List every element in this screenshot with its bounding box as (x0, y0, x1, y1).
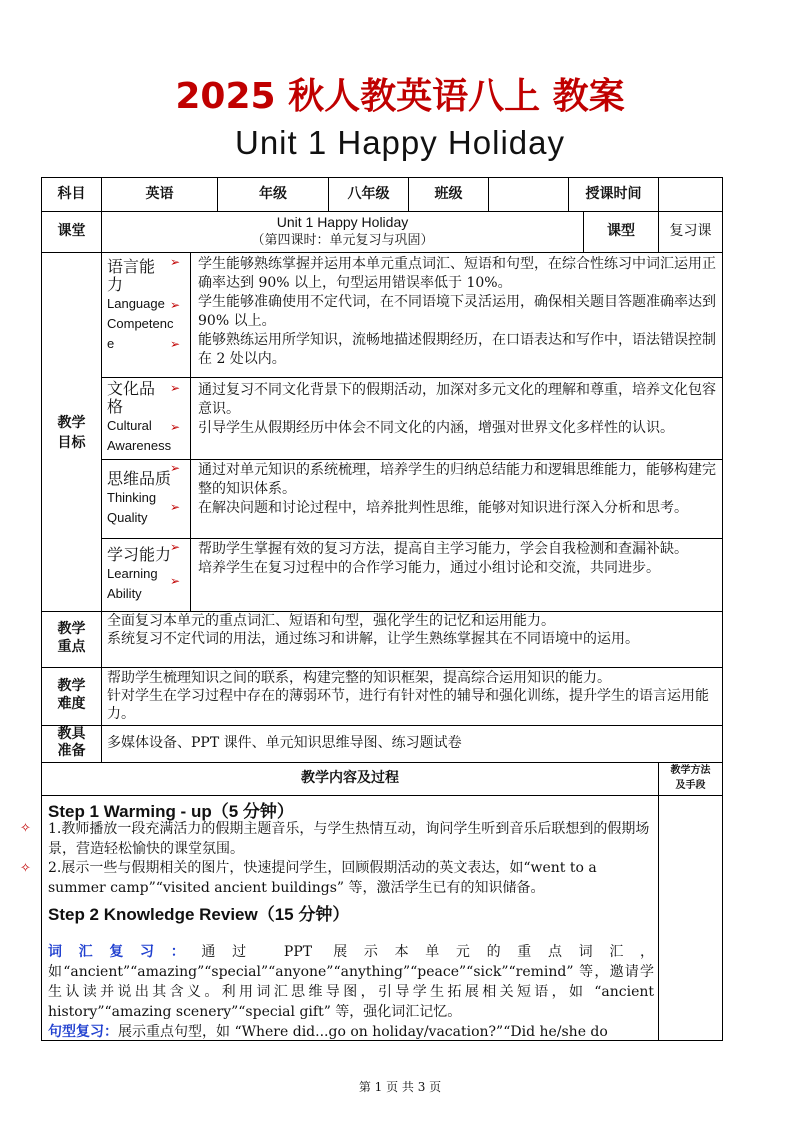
diamond-bullet-icon: ✧ (20, 821, 31, 836)
grade-value: 八年级 (347, 186, 390, 202)
bullet-arrow-icon: ➢ (170, 500, 181, 514)
step2-title: Step 2 Knowledge Review（15 分钟） (48, 905, 350, 924)
vocab-review: 词汇复习：通过 PPT 展示本单元的重点词汇，如“ancient”“amazing”“special”“anyone”“anything”“peace”“sick”“remind” 等，邀请学生认读并说出其含义。利用词汇思维导图，引导学生拓展相关短语，如 “ancient history”“amazing scenery”“special gift” 等，强化词汇记忆。 (48, 944, 655, 1020)
time-label: 授课时间 (585, 186, 642, 202)
page-footer: 第 1 页 共 3 页 (358, 1080, 442, 1094)
lesson-title: Unit 1 Happy Holiday (276, 214, 409, 230)
bullet-arrow-icon: ➢ (170, 337, 181, 351)
bullet-arrow-icon: ➢ (170, 420, 181, 434)
document-subtitle: Unit 1 Happy Holiday (235, 124, 565, 161)
method-header: 教学方法 及手段 (670, 765, 711, 791)
key-points-label: 教学 重点 (57, 621, 86, 655)
objective-text-learning: 帮助学生掌握有效的复习方法，提高自主学习能力，学会自我检测和查漏补缺。 培养学生在复习过程中的合作学习能力，通过小组讨论和交流，共同进步。 (198, 541, 688, 576)
bullet-arrow-icon: ➢ (170, 461, 181, 475)
document-title: 2025 秋人教英语八上 教案 (175, 76, 625, 117)
bullet-arrow-icon: ➢ (170, 381, 181, 395)
process-header: 教学内容及过程 (301, 770, 399, 786)
lesson-type-value: 复习课 (669, 223, 712, 239)
sentence-review-label: 句型复习： (48, 1024, 118, 1040)
bullet-arrow-icon: ➢ (170, 574, 181, 588)
key-points-text: 全面复习本单元的重点词汇、短语和句型，强化学生的记忆和运用能力。 系统复习不定代词的用法，通过练习和讲解，让学生熟练掌握其在不同语境中的运用。 (107, 613, 639, 647)
objective-text-language: 学生能够熟练掌握并运用本单元重点词汇、短语和句型，在综合性练习中词汇运用正确率达到 90% 以上，句型运用错误率低于 10%。 学生能够准确使用不定代词，在不同语境下灵活运用，确保相关题目答题准确率达到 90% 以上。 能够熟练运用所学知识，流畅地描述假期经历，在口语表达和写作中，语法错误控制在 2 处以内。 (198, 256, 716, 367)
objective-category-culture: 文化品 格 Cultural Awareness (107, 379, 172, 453)
subject-label: 科目 (57, 186, 86, 202)
objective-text-thinking: 通过对单元知识的系统梳理，培养学生的归纳总结能力和逻辑思维能力，能够构建完整的知识体系。 在解决问题和讨论过程中，培养批判性思维，能够对知识进行深入分析和思考。 (198, 462, 716, 516)
step1-title: Step 1 Warming - up（5 分钟） (48, 802, 294, 821)
lesson-label: 课堂 (57, 223, 86, 239)
bullet-arrow-icon: ➢ (170, 255, 181, 269)
objectives-label: 教学 目标 (57, 415, 86, 451)
bullet-arrow-icon: ➢ (170, 298, 181, 312)
objective-text-culture: 通过复习不同文化背景下的假期活动，加深对多元文化的理解和尊重，培养文化包容意识。 引导学生从假期经历中体会不同文化的内涵，增强对世界文化多样性的认识。 (198, 382, 716, 436)
difficulties-text: 帮助学生梳理知识之间的联系，构建完整的知识框架，提高综合运用知识的能力。 针对学生在学习过程中存在的薄弱环节，进行有针对性的辅导和强化训练，提升学生的语言运用能力。 (107, 670, 709, 722)
objective-category-thinking: 思维品质 Thinking Quality (107, 469, 172, 525)
bullet-arrow-icon: ➢ (170, 540, 181, 554)
step1-item-2: 2.展示一些与假期相关的图片，快速提问学生，回顾假期活动的英文表达，如“went to a summer camp”“visited ancient buildings” 等，激活学生已有的知识储备。 (48, 860, 597, 896)
step1-item-1: 1.教师播放一段充满活力的假期主题音乐，与学生热情互动，询问学生听到音乐后联想到的假期场景，营造轻松愉快的课堂氛围。 (48, 821, 650, 857)
materials-label: 教具 准备 (57, 726, 86, 759)
subject-value: 英语 (145, 186, 174, 202)
class-label: 班级 (434, 186, 463, 202)
sentence-review: 句型复习：展示重点句型，如 “Where did...go on holiday/vacation?”“Did he/she do (48, 1024, 608, 1040)
grade-label: 年级 (259, 186, 287, 202)
objective-category-learning: 学习能力 Learning Ability (107, 545, 172, 601)
lesson-subtitle: （第四课时：单元复习与巩固） (251, 233, 434, 248)
materials-text: 多媒体设备、PPT 课件、单元知识思维导图、练习题试卷 (107, 735, 462, 751)
vocab-review-label: 词汇复习： (48, 944, 202, 960)
lesson-type-label: 课型 (607, 223, 635, 239)
objective-category-language: 语言能 力 Language Competenc e (107, 257, 174, 351)
difficulties-label: 教学 难度 (57, 678, 86, 712)
diamond-bullet-icon: ✧ (20, 861, 31, 876)
